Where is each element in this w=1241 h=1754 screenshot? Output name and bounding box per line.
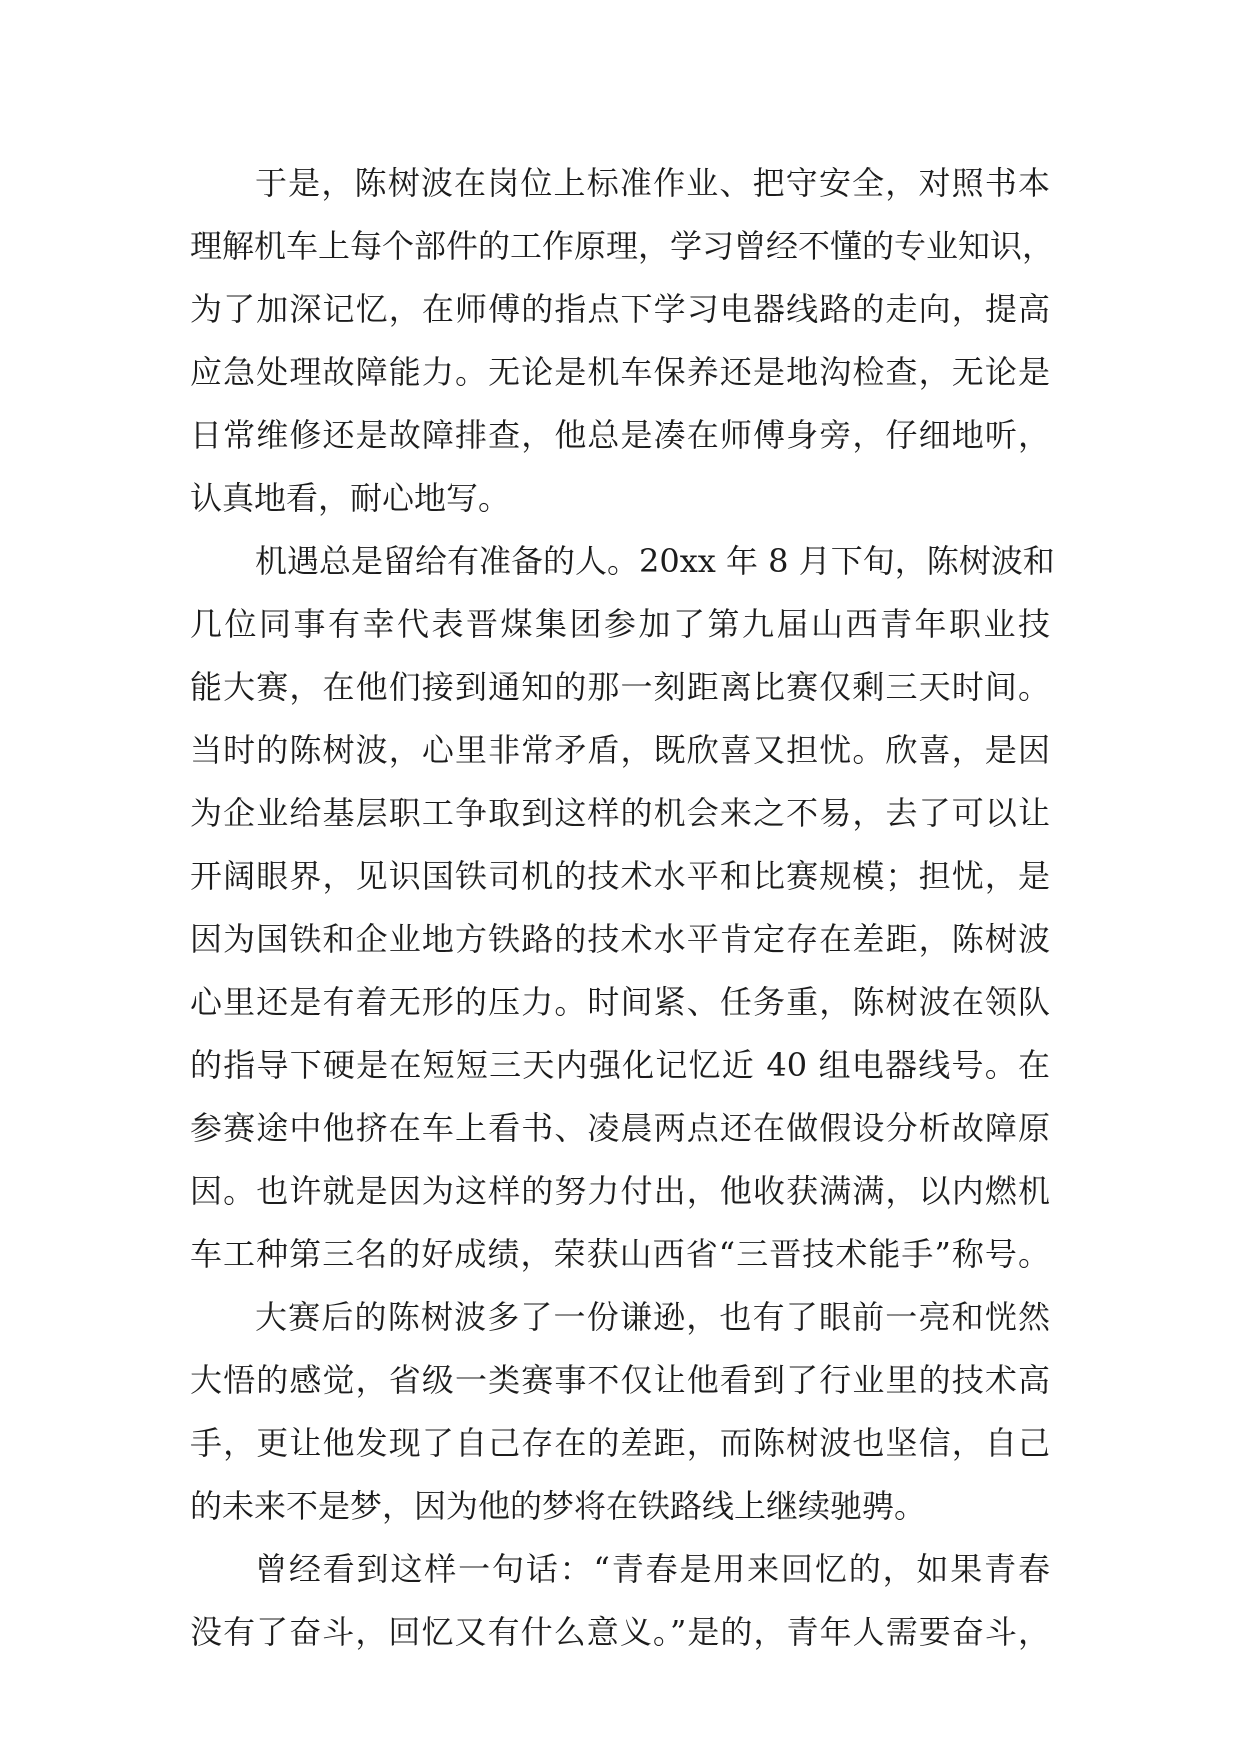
paragraph-1-line-5: 日常维修还是故障排查，他总是凑在师傅身旁，仔细地听，: [190, 416, 1050, 454]
paragraph-4-line-2: 没有了奋斗，回忆又有什么意义。”是的，青年人需要奋斗，: [190, 1613, 1050, 1651]
paragraph-2-line-2: 几位同事有幸代表晋煤集团参加了第九届山西青年职业技: [190, 605, 1050, 643]
paragraph-3-line-1: 大赛后的陈树波多了一份谦逊，也有了眼前一亮和恍然: [255, 1298, 1050, 1336]
paragraph-2-line-5: 为企业给基层职工争取到这样的机会来之不易，去了可以让: [190, 794, 1050, 832]
paragraph-2-line-9: 的指导下硬是在短短三天内强化记忆近 40 组电器线号。在: [190, 1046, 1050, 1084]
paragraph-2-line-6: 开阔眼界，见识国铁司机的技术水平和比赛规模；担忧，是: [190, 857, 1050, 895]
paragraph-1-line-2: 理解机车上每个部件的工作原理，学习曾经不懂的专业知识，: [190, 227, 1055, 265]
paragraph-1-line-6: 认真地看，耐心地写。: [190, 479, 511, 517]
paragraph-4-line-1: 曾经看到这样一句话：“青春是用来回忆的，如果青春: [255, 1550, 1050, 1588]
paragraph-2-line-7: 因为国铁和企业地方铁路的技术水平肯定存在差距，陈树波: [190, 920, 1050, 958]
paragraph-2-line-10: 参赛途中他挤在车上看书、凌晨两点还在做假设分析故障原: [190, 1109, 1050, 1147]
paragraph-1-line-3: 为了加深记忆，在师傅的指点下学习电器线路的走向，提高: [190, 290, 1050, 328]
paragraph-1-line-1: 于是，陈树波在岗位上标准作业、把守安全，对照书本: [255, 164, 1050, 202]
paragraph-1-line-4: 应急处理故障能力。无论是机车保养还是地沟检查，无论是: [190, 353, 1050, 391]
paragraph-3-line-4: 的未来不是梦，因为他的梦将在铁路线上继续驰骋。: [190, 1487, 927, 1525]
paragraph-2-line-3: 能大赛，在他们接到通知的那一刻距离比赛仅剩三天时间。: [190, 668, 1050, 706]
paragraph-3-line-2: 大悟的感觉，省级一类赛事不仅让他看到了行业里的技术高: [190, 1361, 1050, 1399]
paragraph-2-line-12: 车工种第三名的好成绩，荣获山西省“三晋技术能手”称号。: [190, 1235, 1050, 1273]
paragraph-2-line-1: 机遇总是留给有准备的人。20xx 年 8 月下旬，陈树波和: [255, 542, 1055, 580]
paragraph-3-line-3: 手，更让他发现了自己存在的差距，而陈树波也坚信，自己: [190, 1424, 1050, 1462]
paragraph-2-line-8: 心里还是有着无形的压力。时间紧、任务重，陈树波在领队: [190, 983, 1050, 1021]
paragraph-2-line-11: 因。也许就是因为这样的努力付出，他收获满满，以内燃机: [190, 1172, 1050, 1210]
paragraph-2-line-4: 当时的陈树波，心里非常矛盾，既欣喜又担忧。欣喜，是因: [190, 731, 1050, 769]
